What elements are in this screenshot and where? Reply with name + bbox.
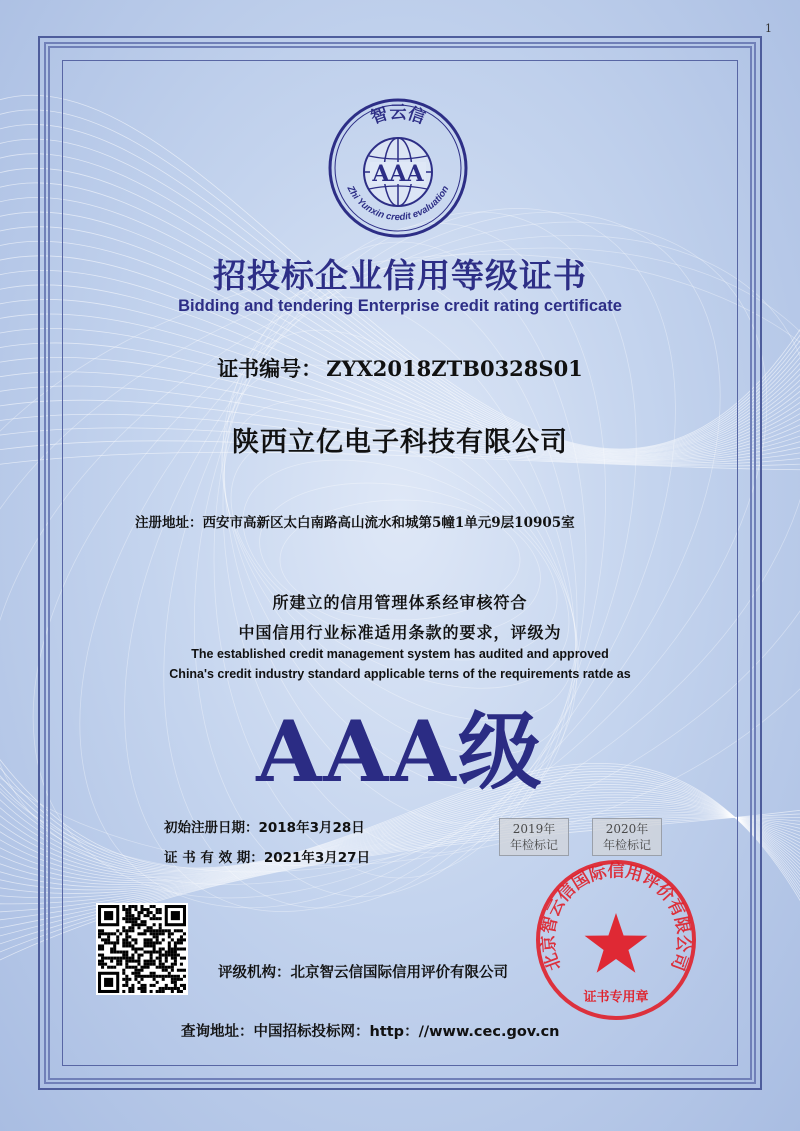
zhiyunxin-logo (326, 96, 470, 240)
logo-ring-text: Zhi Yunxin credit evaluation (344, 184, 452, 224)
annual-check-2020 (592, 818, 662, 856)
validity-label: 证 书 有 效 期： (164, 850, 264, 866)
title-chinese: 招投标企业信用等级证书 (213, 256, 587, 295)
seal-ring-text: 北京智云信国际信用评价有限公司 (538, 861, 694, 974)
address-value: 西安市高新区太白南路高山流水和城第5幢1单元9层10905室 (202, 515, 575, 531)
certificate-number-row (0, 353, 800, 383)
initial-registration-label: 初始注册日期： (164, 820, 259, 836)
query-address-label: 查询地址： (181, 1024, 254, 1040)
initial-registration-date: 2018年3月28日 (258, 820, 365, 836)
statement-cn-line2: 中国信用行业标准适用条款的要求，评级为 (238, 623, 562, 642)
statement-cn-line1: 所建立的信用管理体系经审核符合 (272, 593, 528, 612)
annual-check-label: 年检标记 (602, 838, 651, 852)
qr-code[interactable] (96, 903, 188, 995)
address-row (135, 511, 575, 531)
page-number: 1 (765, 22, 772, 35)
annual-check-2019 (499, 818, 569, 856)
logo-arc-text: 智云信 (368, 103, 428, 129)
rating-agency-label: 评级机构： (218, 965, 291, 981)
certificate-number-label: 证书编号： (217, 356, 323, 381)
svg-text:智云信 (368, 103, 428, 128)
initial-registration-row (164, 816, 365, 836)
query-address-row (181, 1020, 560, 1041)
seal-bottom-text: 证书专用章 (583, 990, 649, 1005)
credit-grade: AAA级 (256, 702, 544, 801)
annual-check-label: 年检标记 (509, 838, 558, 852)
statement-en-line1: The established credit management system has audited and approved (191, 647, 609, 661)
title-english: Bidding and tendering Enterprise credit rating certificate (178, 297, 622, 315)
certificate-number: ZYX2018ZTB0328S01 (326, 356, 583, 381)
annual-check-year: 2020年 (605, 822, 649, 836)
official-seal (531, 855, 701, 1025)
validity-date: 2021年3月27日 (263, 850, 371, 866)
logo-center-text: AAA (372, 161, 424, 187)
annual-check-year: 2019年 (512, 822, 556, 836)
statement-en-line2: China's credit industry standard applicable terns of the requirements ratde as (169, 667, 631, 681)
rating-agency-name: 北京智云信国际信用评价有限公司 (290, 965, 508, 981)
rating-agency-row (218, 961, 508, 982)
company-name: 陕西立亿电子科技有限公司 (232, 427, 568, 458)
star-icon (585, 913, 648, 973)
query-address-link[interactable]: 中国招标投标网：http：//www.cec.gov.cn (253, 1024, 560, 1040)
address-label: 注册地址： (135, 515, 203, 531)
validity-row (164, 846, 370, 866)
